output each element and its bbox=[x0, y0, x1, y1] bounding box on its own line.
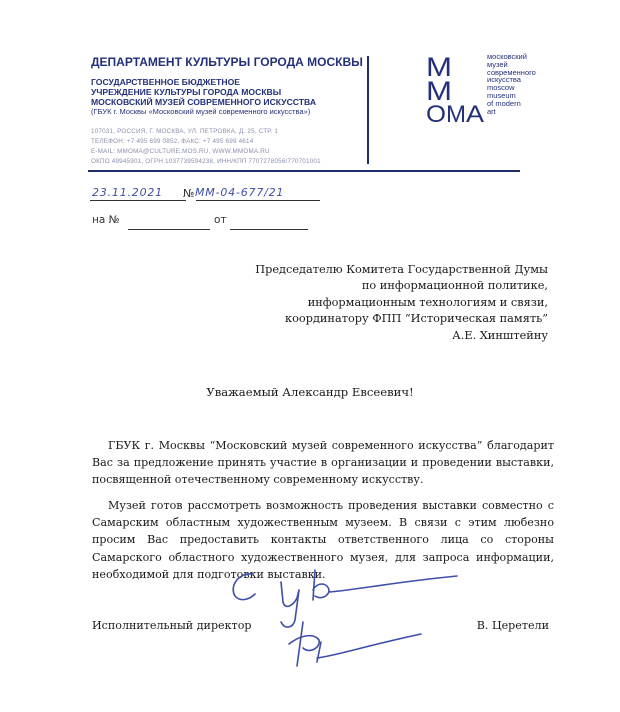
logo-word: art bbox=[487, 106, 496, 116]
logo-letter: М bbox=[446, 101, 466, 128]
institution-short-name: (ГБУК г. Москвы «Московский музей современного искусства») bbox=[91, 107, 311, 116]
institution-name bbox=[91, 77, 316, 107]
addressee-line: информационным технологиям и связи, bbox=[307, 295, 548, 309]
body-paragraph: ГБУК г. Москвы “Московский музей современного искусства” благодарит Вас за предложение принять участие в организации и проведении выставки, посвященной отечественному современному искусству. bbox=[92, 439, 554, 487]
signer-name: В. Церетели bbox=[476, 619, 549, 632]
greeting: Уважаемый Александр Евсеевич! bbox=[206, 385, 414, 399]
addressee-line: по информационной политике, bbox=[361, 279, 548, 293]
contact-email: E-MAIL: MMOMA@CULTURE.MOS.RU, WWW.MMOMA.RU bbox=[91, 148, 270, 155]
contact-address: 107031, РОССИЯ, Г. МОСКВА, УЛ. ПЕТРОВКА, Д. 25, СТР. 1 bbox=[91, 128, 279, 135]
signer-position: Исполнительный директор bbox=[92, 619, 252, 632]
contact-phone: ТЕЛЕФОН: +7 495 699 0852, ФАКС: +7 495 699 4614 bbox=[91, 138, 254, 145]
addressee-block bbox=[255, 262, 548, 344]
institution-line: МОСКОВСКИЙ МУЗЕЙ СОВРЕМЕННОГО ИСКУССТВА bbox=[91, 97, 317, 107]
logo-word: московский bbox=[487, 52, 527, 61]
handwritten-signature bbox=[225, 560, 465, 680]
addressee-name: А.Е. Хинштейну bbox=[452, 328, 548, 342]
reference-label: на № bbox=[92, 214, 120, 226]
header-divider-horizontal bbox=[88, 170, 520, 172]
contact-registry: ОКПО 49945901, ОГРН 1037739594238, ИНН/КПП 7707278056/770701001 bbox=[91, 158, 321, 165]
reference-from-label: от bbox=[214, 214, 227, 226]
date-underline bbox=[90, 200, 186, 201]
logo-word: искусства bbox=[487, 75, 521, 85]
contact-block bbox=[91, 127, 321, 167]
logo-letter: М bbox=[426, 52, 452, 82]
outgoing-number: ММ-04-677/21 bbox=[195, 186, 285, 199]
logo-wordmark bbox=[487, 53, 536, 115]
logo-letter: О bbox=[426, 101, 446, 128]
reference-date-line bbox=[230, 229, 308, 230]
addressee-line: Председателю Комитета Государственной Думы bbox=[255, 263, 548, 276]
outgoing-date: 23.11.2021 bbox=[92, 186, 163, 199]
logo-word: музей bbox=[487, 59, 508, 69]
institution-line: ГОСУДАРСТВЕННОЕ БЮДЖЕТНОЕ bbox=[91, 77, 241, 87]
logo-word: of modern bbox=[487, 98, 521, 108]
reference-number-line bbox=[128, 229, 210, 230]
institution-line: УЧРЕЖДЕНИЕ КУЛЬТУРЫ ГОРОДА МОСКВЫ bbox=[91, 87, 282, 97]
addressee-line: координатору ФПП “Историческая память” bbox=[285, 312, 548, 326]
department-title: ДЕПАРТАМЕНТ КУЛЬТУРЫ ГОРОДА МОСКВЫ bbox=[91, 55, 363, 69]
number-symbol: № bbox=[183, 187, 195, 200]
logo-word: современного bbox=[487, 67, 536, 77]
logo-letter: М bbox=[426, 76, 452, 106]
header-divider-vertical bbox=[367, 56, 369, 164]
logo-word: museum bbox=[487, 90, 516, 100]
logo-letter: А bbox=[466, 101, 484, 128]
number-underline bbox=[196, 200, 320, 201]
logo-word: moscow bbox=[487, 83, 515, 93]
body-paragraph: Музей готов рассмотреть возможность проведения выставки совместно с Самарским областным художественным музеем. В связи с этим любезно просим Вас предоставить контакты ответственного лица со стороны Самарского областного художественного музея, для запроса информации, необходимой для подготовки выставки. bbox=[92, 499, 554, 581]
